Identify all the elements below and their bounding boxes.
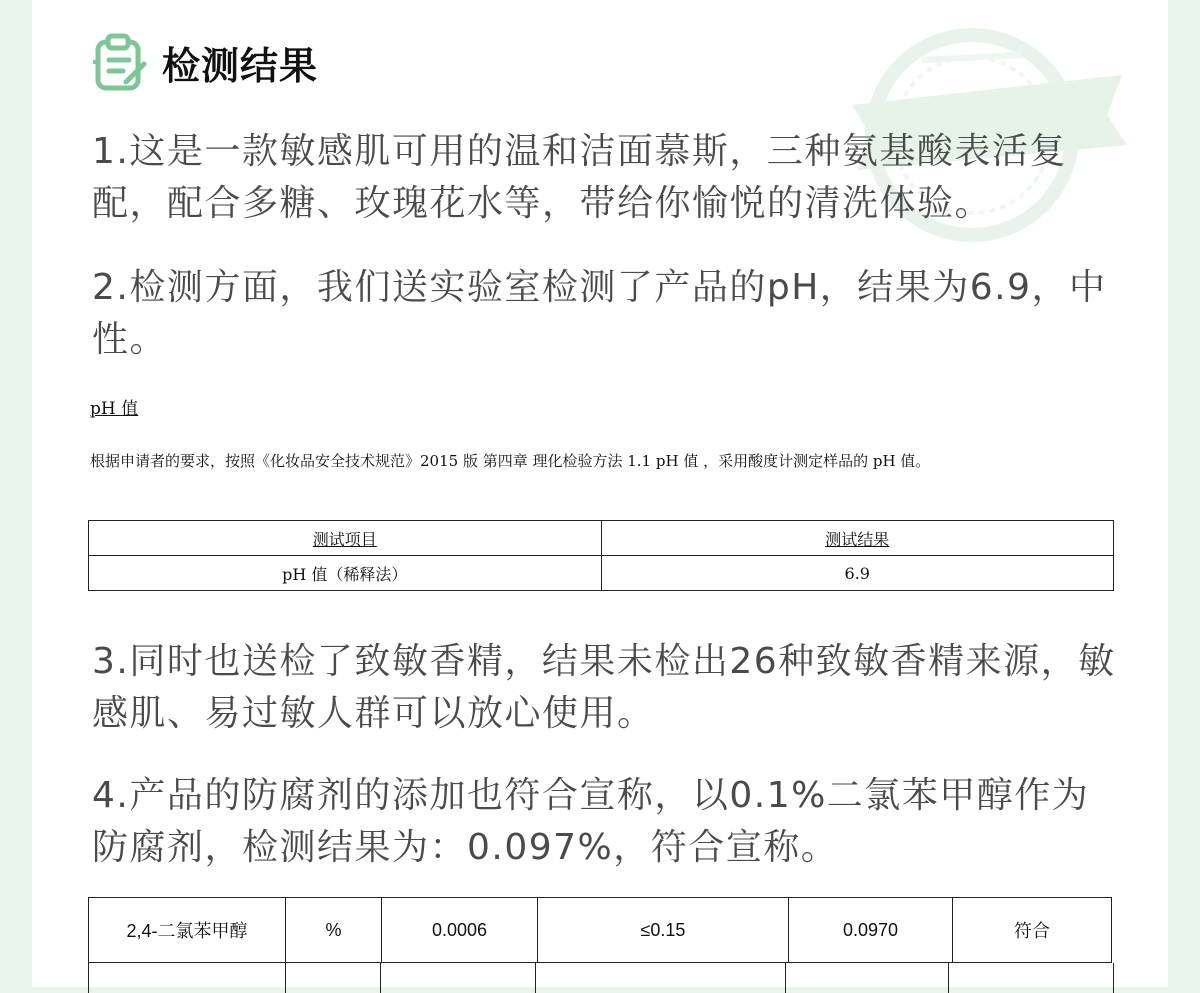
table-cell: pH 值（稀释法）: [89, 556, 602, 591]
page-title: 检测结果: [162, 43, 319, 88]
table-row: [89, 898, 1112, 963]
paragraph-2: 2.检测方面，我们送实验室检测了产品的pH，结果为6.9，中性。: [92, 267, 1107, 360]
preservative-table: [88, 897, 1112, 963]
ph-report-description: 根据申请者的要求，按照《化妆品安全技术规范》2015 版 第四章 理化检验方法 1.1 pH 值 ，采用酸度计测定样品的 pH 值。: [90, 452, 931, 470]
table-cell: 2,4-二氯苯甲醇: [89, 898, 286, 963]
paragraph-4: 4.产品的防腐剂的添加也符合宣称，以0.1%二氯苯甲醇作为防腐剂，检测结果为：0.097%，符合宣称。: [92, 775, 1090, 868]
table-cell: ≤0.15: [538, 898, 789, 963]
table-continuation: [88, 963, 1114, 993]
paragraph-1: 1.这是一款敏感肌可用的温和洁面慕斯，三种氨基酸表活复配，配合多糖、玫瑰花水等，带给你愉悦的清洗体验。: [92, 131, 1067, 224]
table-cell: 0.0006: [382, 898, 538, 963]
table-cell: 6.9: [601, 556, 1114, 591]
table-header-cell: 测试结果: [601, 521, 1114, 556]
section-header: [92, 32, 318, 92]
ph-heading: pH 值: [90, 399, 139, 419]
table-header-cell: 测试项目: [89, 521, 602, 556]
table-cell: %: [286, 898, 382, 963]
table-cell: 0.0970: [789, 898, 953, 963]
paragraph-3: 3.同时也送检了致敏香精，结果未检出26种致敏香精来源，敏感肌、易过敏人群可以放心使用。: [92, 641, 1116, 734]
table-header-row: [89, 521, 1114, 556]
ph-result-table: [88, 520, 1114, 591]
table-row: [89, 556, 1114, 591]
table-cell: 符合: [953, 898, 1112, 963]
ph-report-heading: [90, 394, 1120, 419]
checklist-icon: [92, 32, 148, 92]
content-card: [32, 0, 1168, 987]
